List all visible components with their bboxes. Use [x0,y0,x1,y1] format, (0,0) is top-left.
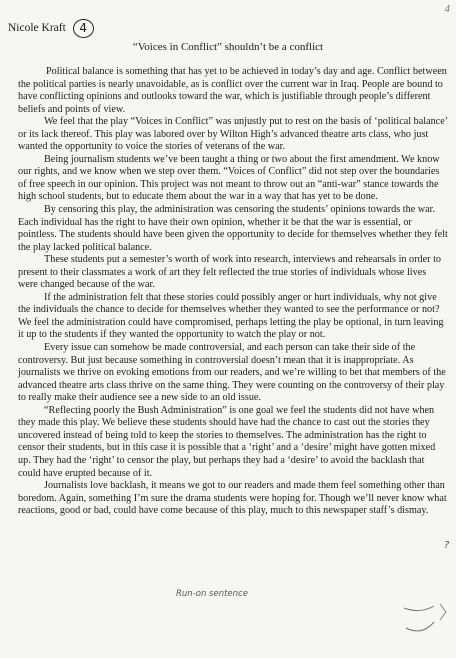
paragraph-2: We feel that the play “Voices in Conflict” was unjustly put to rest on the basis of ‘political balance’ or its lack thereof. This play was labored over by Wilton High’s advanced theatre arts class, who just wanted the opportunity to voice the stories of veterans of the war. [18,116,448,153]
paragraph-1: Political balance is something that has yet to be achieved in today’s day and age. Conflict between the political parties is nearly unavoidable, as is conflict over the current war in Iraq. People are bound to have conflicting opinions and outlooks toward the war, which is justifiable through people’s different beliefs and points of view. [18,66,447,115]
corner-page-mark: 4 [444,3,450,15]
run-on-annotation: Run-on sentence [176,589,248,599]
circled-page-number: 4 [73,19,94,38]
paragraph-5: These students put a semester’s worth of work into research, interviews and rehearsals in order to present to their classmates a work of art they felt reflected the true stories of individuals whose lives were changed because of the war. [18,254,442,291]
paragraph-4: By censoring this play, the administration was censoring the students’ opinions towards the war. Each individual has the right to have their own opinion, whether it be that the war is essential, or pointless. The students should have been given the opportunity to decide for themselves whether they felt the play lacked political balance. [18,204,448,253]
paragraph-8: “Reflecting poorly the Bush Administration” is one goal we feel the students did not have when they made this play. We believe these students should have had the chance to cast out the stories they uncovered instead of being told to keep the stories to themselves. The administration has the right to censor their students, but in this case it is possible that a ‘right’ and a ‘desire’ might have gotten mixed up. They had the ‘right’ to censor the play, but perhaps they had a ‘desire’ to avoid the backlash that could have erupted because of it. [18,404,436,479]
author-name: Nicole Kraft [8,22,66,35]
margin-question-mark: ? [444,540,450,551]
paragraph-7: Every issue can somehow be made controversial, and each person can take their side of the controversy. But just because something in controversial doesn’t mean that it is inappropriate. As journalists we thrive on evoking emotions from our readers, and we’re willing to bet that members of the advanced theatre arts class thrive on the same thing. They were counting on the controversy of their play to really make their audience see a new side to an old issue. [18,342,446,404]
paragraph-3: Being journalism students we’ve been taught a thing or two about the first amendment. We know our rights, and we know when we step over them. “Voices of Conflict” did not step over the boundaries of free speech in our opinion. This project was not meant to throw out an “anti-war” stance towards the high school students, but to educate them about the war in a way that has yet to be done. [18,153,440,203]
paragraph-6: If the administration felt that these stories could possibly anger or hurt individuals, why not give the individuals the chance to decide for themselves whether they wanted to see the performance or not? We feel the administration could have compromised, perhaps letting the play be optional, in turn leaving it up to the students if they wanted the opportunity to watch the play or not. [18,291,444,341]
document-title: “Voices in Conflict” shouldn’t be a conflict [132,41,324,53]
paragraph-9: Journalists love backlash, it means we got to our readers and made them feel something other than boredom. Again, something I’m sure the drama students were hoping for. Though we’ll never know what reactions, good or bad, could have come because of this play, much to this newspaper staff’s dismay. [18,480,447,517]
